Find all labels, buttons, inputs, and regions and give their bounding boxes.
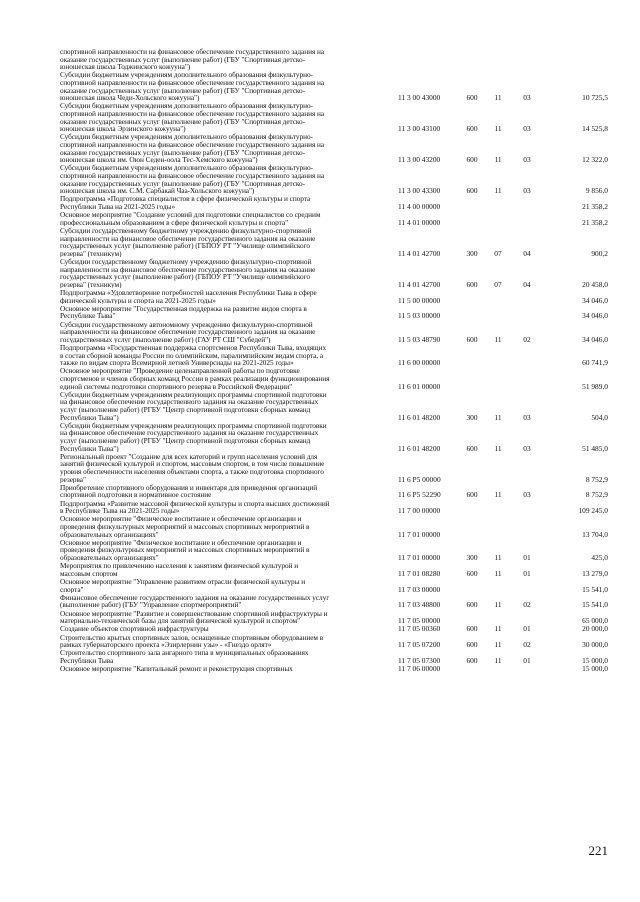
row-description — [60, 578, 382, 593]
description-line: Республики Тыва") — [60, 443, 119, 453]
description-line: спорта" — [60, 584, 84, 594]
table-row — [60, 484, 608, 499]
row-expense-type: 600 — [466, 624, 478, 634]
row-expense-type: 600 — [466, 93, 478, 103]
row-section: 11 — [494, 334, 502, 344]
description-line: также по видам спорта Всемирной летней Универсиады на 2021-2025 годы» — [60, 358, 294, 367]
table-row — [60, 578, 608, 593]
row-description — [60, 515, 382, 538]
table-row — [60, 367, 608, 390]
row-code: 11 6 P5 52290 — [398, 490, 441, 500]
table-row — [60, 258, 608, 288]
row-section: 07 — [494, 279, 502, 289]
description-line: Подпрограмма «Развитие массовой физической культуры и спорта высших достижений — [60, 499, 330, 508]
row-amount: 10 725,5 — [582, 93, 608, 103]
description-line: Субсидии бюджетным учреждениям реализующих программы спортивной подготовки — [60, 421, 327, 430]
description-line: проведения физкультурных мероприятий и массовых спортивных мероприятий в — [60, 521, 310, 531]
description-line: Приобретение спортивного оборудования и инвентаря для приведения организаций — [60, 483, 318, 492]
row-section: 11 — [494, 624, 502, 634]
row-amount: 13 704,0 — [582, 529, 608, 539]
description-line: (выполнение работ) (ГБУ "Управление спортмероприятий" — [60, 600, 242, 609]
row-subsection: 01 — [523, 568, 531, 578]
row-subsection: 03 — [523, 412, 531, 422]
table-row — [60, 344, 608, 367]
table-row — [60, 562, 608, 577]
table-row — [60, 195, 608, 210]
row-section: 11 — [494, 443, 502, 453]
row-code: 11 4 01 00000 — [398, 217, 441, 227]
row-amount: 12 322,0 — [582, 155, 608, 165]
row-description — [60, 539, 382, 562]
description-line: юношеская школа Чеди-Хольского кожууна") — [60, 93, 200, 102]
row-code: 11 7 01 00000 — [398, 552, 441, 562]
row-expense-type: 300 — [466, 248, 478, 258]
description-line: юношеская школа им. С.М. Сарбакай Чаа-Хольского кожууна") — [60, 186, 255, 195]
row-description — [60, 610, 382, 625]
table-row — [60, 515, 608, 538]
row-code: 11 3 00 43100 — [398, 124, 441, 134]
description-line: направленности на финансовое обеспечение государственного задания на оказание — [60, 264, 316, 274]
description-line: Основное мероприятие "Физическое воспитание и обеспечение организации и — [60, 538, 302, 547]
description-line: Основное мероприятие "Управление развитием отрасли физической культуры и — [60, 578, 306, 586]
row-amount: 21 358,2 — [582, 217, 608, 227]
row-subsection: 01 — [523, 624, 531, 634]
row-subsection: 03 — [523, 186, 531, 196]
description-line: Субсидии бюджетным учреждениям дополнительного образования физкультурно- — [60, 71, 313, 80]
description-line: услуг (выполнение работ) (РГБУ "Центр спортивной подготовки сборных команд — [60, 404, 311, 414]
description-line: направленности на финансовое обеспечение государственного задания на оказание — [60, 327, 316, 337]
row-subsection: 04 — [523, 279, 531, 289]
row-amount: 425,0 — [591, 552, 608, 562]
row-expense-type: 300 — [466, 412, 478, 422]
table-row — [60, 227, 608, 257]
description-line: Основное мероприятие "Создание условий для подготовки специалистов со средним — [60, 211, 321, 220]
description-line: спортивной направленности на финансовое обеспечение государственного задания на — [60, 108, 325, 118]
description-line: спортивной подготовки в нормативное состояние — [60, 490, 212, 499]
description-line: на финансовое обеспечение государственного задания на оказание государственных — [60, 428, 319, 438]
description-line: Основное мероприятие "Государственная поддержка на развитие видов спорта в — [60, 304, 307, 313]
row-amount: 51 485,0 — [582, 443, 608, 453]
row-amount: 60 741,9 — [582, 358, 608, 368]
row-amount: 15 000,0 — [582, 664, 608, 674]
description-line: услуг (выполнение работ) (РГБУ "Центр спортивной подготовки сборных команд — [60, 435, 311, 445]
row-expense-type: 300 — [466, 552, 478, 562]
row-code: 11 3 00 43000 — [398, 93, 441, 103]
row-amount: 15 541,0 — [582, 600, 608, 610]
description-line: спортивной направленности на финансовое обеспечение государственного задания на — [60, 77, 325, 87]
row-code: 11 6 01 00000 — [398, 381, 441, 391]
row-amount: 20 458,0 — [582, 279, 608, 289]
budget-table — [60, 48, 608, 848]
row-amount: 21 358,2 — [582, 201, 608, 211]
row-amount: 9 856,0 — [585, 186, 608, 196]
description-line: резерва" (техникум) — [60, 279, 122, 289]
table-row — [60, 289, 608, 304]
row-description — [60, 48, 382, 71]
description-line: Основное мероприятие "Капитальный ремонт и реконструкция спортивных — [60, 665, 293, 673]
row-code: 11 7 05 00360 — [398, 624, 441, 634]
row-expense-type: 600 — [466, 655, 478, 665]
row-amount: 13 279,0 — [582, 568, 608, 578]
page-number: 221 — [588, 843, 608, 858]
table-row — [60, 391, 608, 421]
row-subsection: 03 — [523, 155, 531, 165]
row-code: 11 7 00 00000 — [398, 506, 441, 516]
table-row — [60, 164, 608, 194]
table-row — [60, 453, 608, 483]
row-code: 11 6 01 48200 — [398, 443, 441, 453]
description-line: спортсменов и членов сборных команд России в рамках реализации функционирования — [60, 373, 330, 383]
row-amount: 8 752,9 — [585, 490, 608, 500]
description-line: оказание государственных услуг (выполнение работ) (ГБУ "Спортивная детско- — [60, 54, 306, 64]
row-description — [60, 71, 382, 101]
row-expense-type: 600 — [466, 600, 478, 610]
row-subsection: 02 — [523, 334, 531, 344]
row-amount: 34 046,0 — [582, 295, 608, 305]
row-description — [60, 344, 382, 367]
row-description — [60, 227, 382, 257]
row-description — [60, 133, 382, 163]
row-amount: 34 046,0 — [582, 311, 608, 321]
description-line: Региональный проект "Создание для всех категорий и групп населения условий для — [60, 452, 318, 461]
row-subsection: 01 — [523, 552, 531, 562]
row-subsection: 03 — [523, 124, 531, 134]
description-line: Республики Тыва на 2021-2025 годы» — [60, 201, 176, 211]
description-line: государственных услуг (выполнение работ) (ГАУ РТ СШ "Субедей") — [60, 334, 271, 344]
description-line: спортивной направленности на финансовое обеспечение государственного задания на — [60, 170, 325, 180]
description-line: спортивной направленности на финансовое обеспечение государственного задания на — [60, 139, 325, 149]
description-line: Создание объектов спортивной инфраструктуры — [60, 625, 209, 633]
row-code: 11 7 05 00000 — [398, 616, 441, 626]
row-subsection: 04 — [523, 248, 531, 258]
description-line: материально-технической базы для занятий физической культурой и спортом" — [60, 616, 301, 625]
row-amount: 15 541,0 — [582, 584, 608, 594]
row-section: 11 — [494, 655, 502, 665]
row-subsection: 03 — [523, 443, 531, 453]
row-code: 11 5 00 00000 — [398, 295, 441, 305]
description-line: направленности на финансовое обеспечение государственного задания на оказание — [60, 233, 316, 243]
table-row — [60, 71, 608, 101]
description-line: уровня обеспеченности населения объектами спорта, а также подготовка спортивного — [60, 466, 324, 476]
description-line: оказание государственных услуг (выполнение работ) (ГБУ "Спортивная детско- — [60, 178, 306, 188]
row-description — [60, 500, 382, 515]
row-code: 11 6 P5 00000 — [398, 474, 441, 484]
row-description — [60, 625, 382, 633]
row-code: 11 7 05 07300 — [398, 655, 441, 665]
row-description — [60, 391, 382, 421]
table-row — [60, 610, 608, 625]
description-line: физической культуры и спорта на 2021-2025 годы» — [60, 295, 216, 305]
description-line: Субсидии бюджетным учреждениям реализующих программы спортивной подготовки — [60, 390, 327, 399]
description-line: в Республике Тыва на 2021-2025 годы» — [60, 506, 180, 515]
row-section: 11 — [494, 568, 502, 578]
row-description — [60, 665, 382, 673]
row-description — [60, 258, 382, 288]
row-subsection: 01 — [523, 655, 531, 665]
row-code: 11 4 00 00000 — [398, 201, 441, 211]
row-description — [60, 305, 382, 320]
row-section: 11 — [494, 552, 502, 562]
description-line: спортивной направленности на финансовое обеспечение государственного задания на — [60, 48, 325, 56]
row-section: 11 — [494, 640, 502, 650]
description-line: занятий физической культурой и спортом, массовым спортом, в том числе повышение — [60, 459, 325, 469]
row-section: 11 — [494, 93, 502, 103]
description-line: юношеская школа Эрзинского кожууна") — [60, 124, 186, 133]
description-line: государственных услуг (выполнение работ) (ГБПОУ РТ "Училище олимпийского — [60, 272, 310, 282]
row-amount: 30 000,0 — [582, 640, 608, 650]
row-section: 11 — [494, 490, 502, 500]
table-row — [60, 102, 608, 132]
table-row — [60, 625, 608, 633]
row-description — [60, 422, 382, 452]
description-line: Финансовое обеспечение государственного задания на оказание государственных услуг — [60, 593, 330, 602]
description-line: Субсидии бюджетным учреждениям дополнительного образования физкультурно- — [60, 164, 313, 173]
description-line: оказание государственных услуг (выполнение работ) (ГБУ "Спортивная детско- — [60, 147, 306, 157]
row-description — [60, 453, 382, 483]
description-line: единой системы подготовки спортивного резерва в Российской Федерации" — [60, 381, 292, 391]
row-description — [60, 211, 382, 226]
description-line: Строительство крытых спортивных залов, оснащенные спортивным оборудованием в — [60, 633, 324, 642]
description-line: на финансовое обеспечение государственного задания на оказание государственных — [60, 397, 319, 407]
row-code: 11 7 05 07200 — [398, 640, 441, 650]
row-code: 11 3 00 43200 — [398, 155, 441, 165]
description-line: юношеская школа им. Оюн Седен-оола Тес-Хемского кожууна") — [60, 155, 258, 164]
row-code: 11 6 00 00000 — [398, 358, 441, 368]
row-expense-type: 600 — [466, 124, 478, 134]
description-line: рамках губернаторского проекта «Эзирлернин узы» - «Гнездо орлят» — [60, 640, 272, 649]
description-line: Подпрограмма «Удовлетворение потребностей населения Республики Тыва в сфере — [60, 289, 317, 297]
row-section: 11 — [494, 412, 502, 422]
table-row — [60, 305, 608, 320]
row-amount: 14 525,8 — [582, 124, 608, 134]
description-line: Республике Тыва" — [60, 311, 116, 320]
row-code: 11 3 00 43300 — [398, 186, 441, 196]
row-amount: 15 000,0 — [582, 655, 608, 665]
row-expense-type: 600 — [466, 490, 478, 500]
row-description — [60, 649, 382, 664]
row-description — [60, 484, 382, 499]
description-line: Субсидии государственному автономному учреждению физкультурно-спортивной — [60, 320, 313, 329]
row-expense-type: 600 — [466, 279, 478, 289]
description-line: в состав сборной команды России по олимпийским, паралимпийским видам спорта, а — [60, 350, 324, 360]
table-row — [60, 211, 608, 226]
row-amount: 504,0 — [591, 412, 608, 422]
row-section: 11 — [494, 124, 502, 134]
description-line: Основное мероприятие "Развитие и совершенствование спортивной инфраструктуры и — [60, 609, 328, 618]
description-line: образовательных организациях" — [60, 529, 159, 539]
row-code: 11 6 01 48200 — [398, 412, 441, 422]
row-amount: 20 000,0 — [582, 624, 608, 634]
table-row — [60, 422, 608, 452]
table-row — [60, 539, 608, 562]
description-line: Субсидии государственному бюджетному учреждению физкультурно-спортивной — [60, 227, 312, 235]
row-amount: 34 046,0 — [582, 334, 608, 344]
description-line: Подпрограмма «Государственная поддержка спортсменов Республики Тыва, входящих — [60, 344, 327, 352]
description-line: Мероприятия по привлечению населения к занятиям физической культурой и — [60, 562, 299, 571]
row-code: 11 5 03 00000 — [398, 311, 441, 321]
description-line: Подпрограмма «Подготовка специалистов в сфере физической культуры и спорта — [60, 195, 311, 204]
description-line: государственных услуг (выполнение работ) (ГБПОУ РТ "Училище олимпийского — [60, 241, 310, 251]
row-code: 11 7 03 00000 — [398, 584, 441, 594]
table-row — [60, 665, 608, 673]
row-code: 11 7 01 08280 — [398, 568, 441, 578]
row-expense-type: 600 — [466, 155, 478, 165]
table-row — [60, 500, 608, 515]
row-description — [60, 164, 382, 194]
table-row — [60, 649, 608, 664]
row-description — [60, 562, 382, 577]
row-section: 11 — [494, 600, 502, 610]
row-section: 11 — [494, 155, 502, 165]
table-row — [60, 634, 608, 649]
description-line: оказание государственных услуг (выполнение работ) (ГБУ "Спортивная детско- — [60, 116, 306, 126]
row-description — [60, 367, 382, 390]
description-line: Основное мероприятие "Проведение целенаправленной работы по подготовке — [60, 367, 300, 376]
row-description — [60, 289, 382, 304]
description-line: резерва" — [60, 474, 86, 484]
description-line: массовым спортом — [60, 568, 118, 578]
row-amount: 65 000,0 — [582, 616, 608, 626]
row-amount: 109 245,0 — [578, 506, 608, 516]
row-code: 11 7 01 00000 — [398, 529, 441, 539]
row-description — [60, 594, 382, 609]
row-subsection: 03 — [523, 490, 531, 500]
row-code: 11 4 01 42700 — [398, 248, 441, 258]
row-amount: 51 989,0 — [582, 381, 608, 391]
description-line: Субсидии бюджетным учреждениям дополнительного образования физкультурно- — [60, 102, 313, 111]
row-description — [60, 321, 382, 344]
row-expense-type: 600 — [466, 443, 478, 453]
row-code: 11 7 06 00000 — [398, 664, 441, 674]
description-line: Субсидии бюджетным учреждениям дополнительного образования физкультурно- — [60, 133, 313, 142]
description-line: оказание государственных услуг (выполнение работ) (ГБУ "Спортивная детско- — [60, 85, 306, 95]
table-row — [60, 133, 608, 163]
table-row — [60, 594, 608, 609]
description-line: Республики Тыва") — [60, 412, 119, 422]
row-expense-type: 600 — [466, 640, 478, 650]
description-line: Субсидии государственному бюджетному учреждению физкультурно-спортивной — [60, 258, 312, 266]
row-description — [60, 195, 382, 210]
row-code: 11 5 03 48790 — [398, 334, 441, 344]
description-line: Республики Тыва — [60, 655, 114, 665]
description-line: профессиональным образованием в сфере физической культуры и спорта" — [60, 217, 288, 227]
row-amount: 900,2 — [591, 248, 608, 258]
description-line: образовательных организациях" — [60, 552, 159, 562]
row-subsection: 02 — [523, 600, 531, 610]
row-description — [60, 634, 382, 649]
row-subsection: 02 — [523, 640, 531, 650]
description-line: юношеская школа Тоджинского кожууна") — [60, 62, 191, 71]
description-line: проведения физкультурных мероприятий и массовых спортивных мероприятий в — [60, 545, 310, 555]
description-line: резерва" (техникум) — [60, 248, 122, 258]
row-description — [60, 102, 382, 132]
table-row — [60, 321, 608, 344]
description-line: Основное мероприятие "Физическое воспитание и обеспечение организации и — [60, 515, 302, 524]
row-subsection: 03 — [523, 93, 531, 103]
row-section: 07 — [494, 248, 502, 258]
table-row — [60, 48, 608, 71]
description-line: Строительство спортивного зала ангарного типа в муниципальных образованиях — [60, 649, 309, 658]
row-amount: 8 752,9 — [585, 474, 608, 484]
row-code: 11 4 01 42700 — [398, 279, 441, 289]
row-expense-type: 600 — [466, 186, 478, 196]
row-expense-type: 600 — [466, 334, 478, 344]
row-section: 11 — [494, 186, 502, 196]
row-code: 11 7 03 48800 — [398, 600, 441, 610]
row-expense-type: 600 — [466, 568, 478, 578]
